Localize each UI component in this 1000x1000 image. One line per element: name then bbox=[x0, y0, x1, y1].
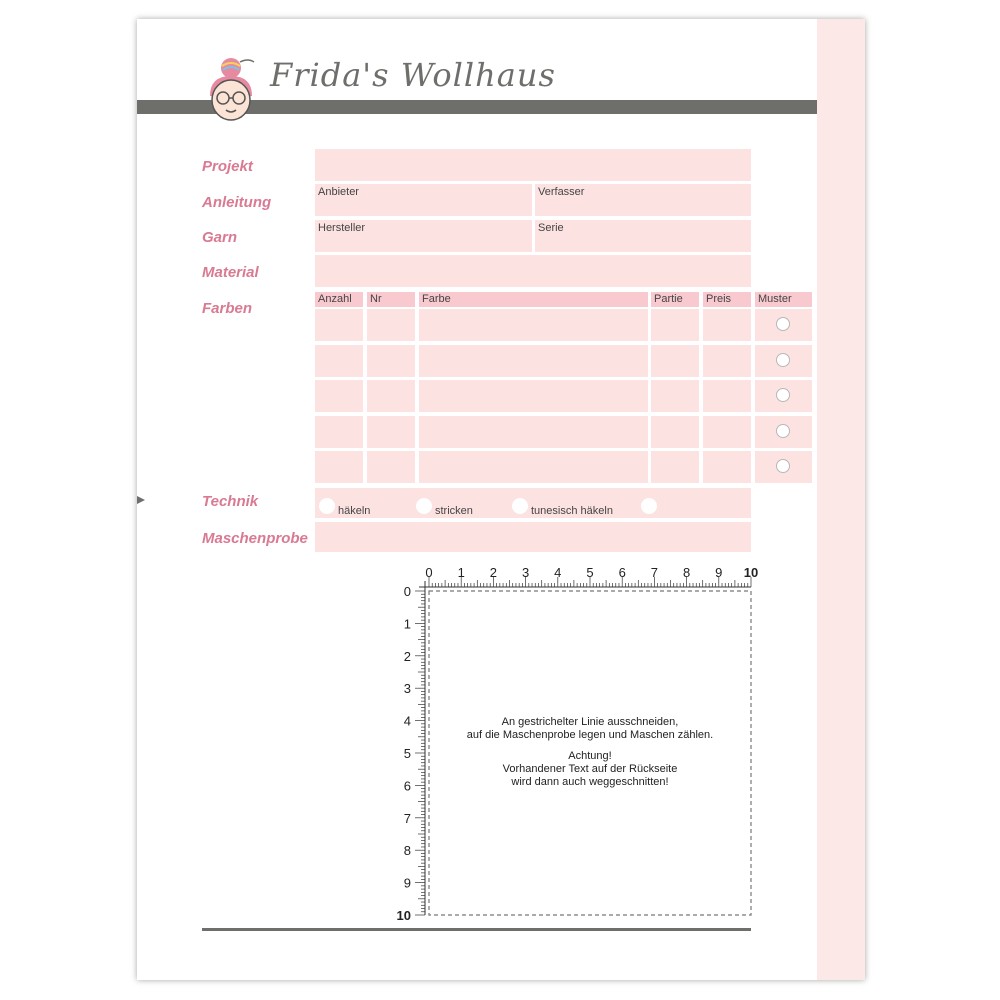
ruler-y-label: 1 bbox=[403, 616, 411, 632]
technik-option-tunesisch: tunesisch häkeln bbox=[531, 505, 613, 517]
label-maschenprobe: Maschenprobe bbox=[202, 530, 308, 547]
col-header-preis: Preis bbox=[703, 292, 751, 307]
serie-label: Serie bbox=[538, 222, 564, 234]
hersteller-label: Hersteller bbox=[318, 222, 366, 234]
footer-bar bbox=[202, 928, 751, 931]
ruler-y-label: 10 bbox=[396, 908, 411, 923]
note-line-1: An gestrichelter Linie ausschneiden, bbox=[501, 716, 679, 728]
ruler-y-label: 2 bbox=[403, 648, 411, 664]
note-line-2: auf die Maschenprobe legen und Maschen zählen. bbox=[466, 729, 714, 741]
note-line-4: Vorhandener Text auf der Rückseite bbox=[502, 763, 678, 775]
ruler-x-label: 1 bbox=[457, 565, 465, 580]
col-header-nr: Nr bbox=[367, 292, 415, 307]
ruler-x-label: 0 bbox=[425, 565, 433, 580]
label-technik: Technik bbox=[202, 493, 259, 510]
verfasser-label: Verfasser bbox=[538, 186, 585, 198]
cut-instructions bbox=[430, 716, 750, 797]
anbieter-label: Anbieter bbox=[318, 186, 359, 198]
col-header-partie: Partie bbox=[651, 292, 699, 307]
col-header-muster: Muster bbox=[755, 292, 812, 307]
ruler-x-label: 10 bbox=[743, 565, 759, 580]
note-line-3: Achtung! bbox=[568, 750, 612, 762]
note-line-5: wird dann auch weggeschnitten! bbox=[511, 776, 669, 788]
ruler-y-label: 9 bbox=[403, 875, 411, 891]
ruler-x-label: 5 bbox=[586, 565, 594, 580]
ruler-x-label: 7 bbox=[650, 565, 659, 580]
technik-option-haekeln: häkeln bbox=[338, 505, 371, 517]
ruler-x-label: 8 bbox=[682, 565, 691, 580]
ruler-y-label: 6 bbox=[403, 778, 411, 794]
ruler-y-label: 0 bbox=[403, 584, 411, 599]
ruler-x-label: 6 bbox=[618, 565, 626, 580]
ruler-y-label: 4 bbox=[403, 713, 411, 729]
ruler-y-label: 8 bbox=[403, 843, 411, 859]
col-header-anzahl: Anzahl bbox=[315, 292, 363, 307]
label-garn: Garn bbox=[202, 229, 238, 246]
ruler-x-label: 9 bbox=[715, 565, 723, 580]
technik-option-stricken: stricken bbox=[435, 505, 473, 517]
ruler-x-label: 2 bbox=[489, 565, 498, 580]
ruler-y-label: 5 bbox=[403, 746, 411, 761]
ruler-x-label: 3 bbox=[521, 565, 530, 580]
brand-title: Frida's Wollhaus bbox=[270, 56, 556, 94]
label-anleitung: Anleitung bbox=[202, 194, 272, 211]
ruler-y-label: 3 bbox=[403, 681, 411, 697]
ruler-y-label: 7 bbox=[403, 810, 411, 826]
label-farben: Farben bbox=[202, 300, 253, 317]
label-material: Material bbox=[202, 264, 259, 281]
label-projekt: Projekt bbox=[202, 158, 253, 175]
col-header-farbe: Farbe bbox=[419, 292, 648, 307]
ruler-x-label: 4 bbox=[554, 565, 562, 580]
